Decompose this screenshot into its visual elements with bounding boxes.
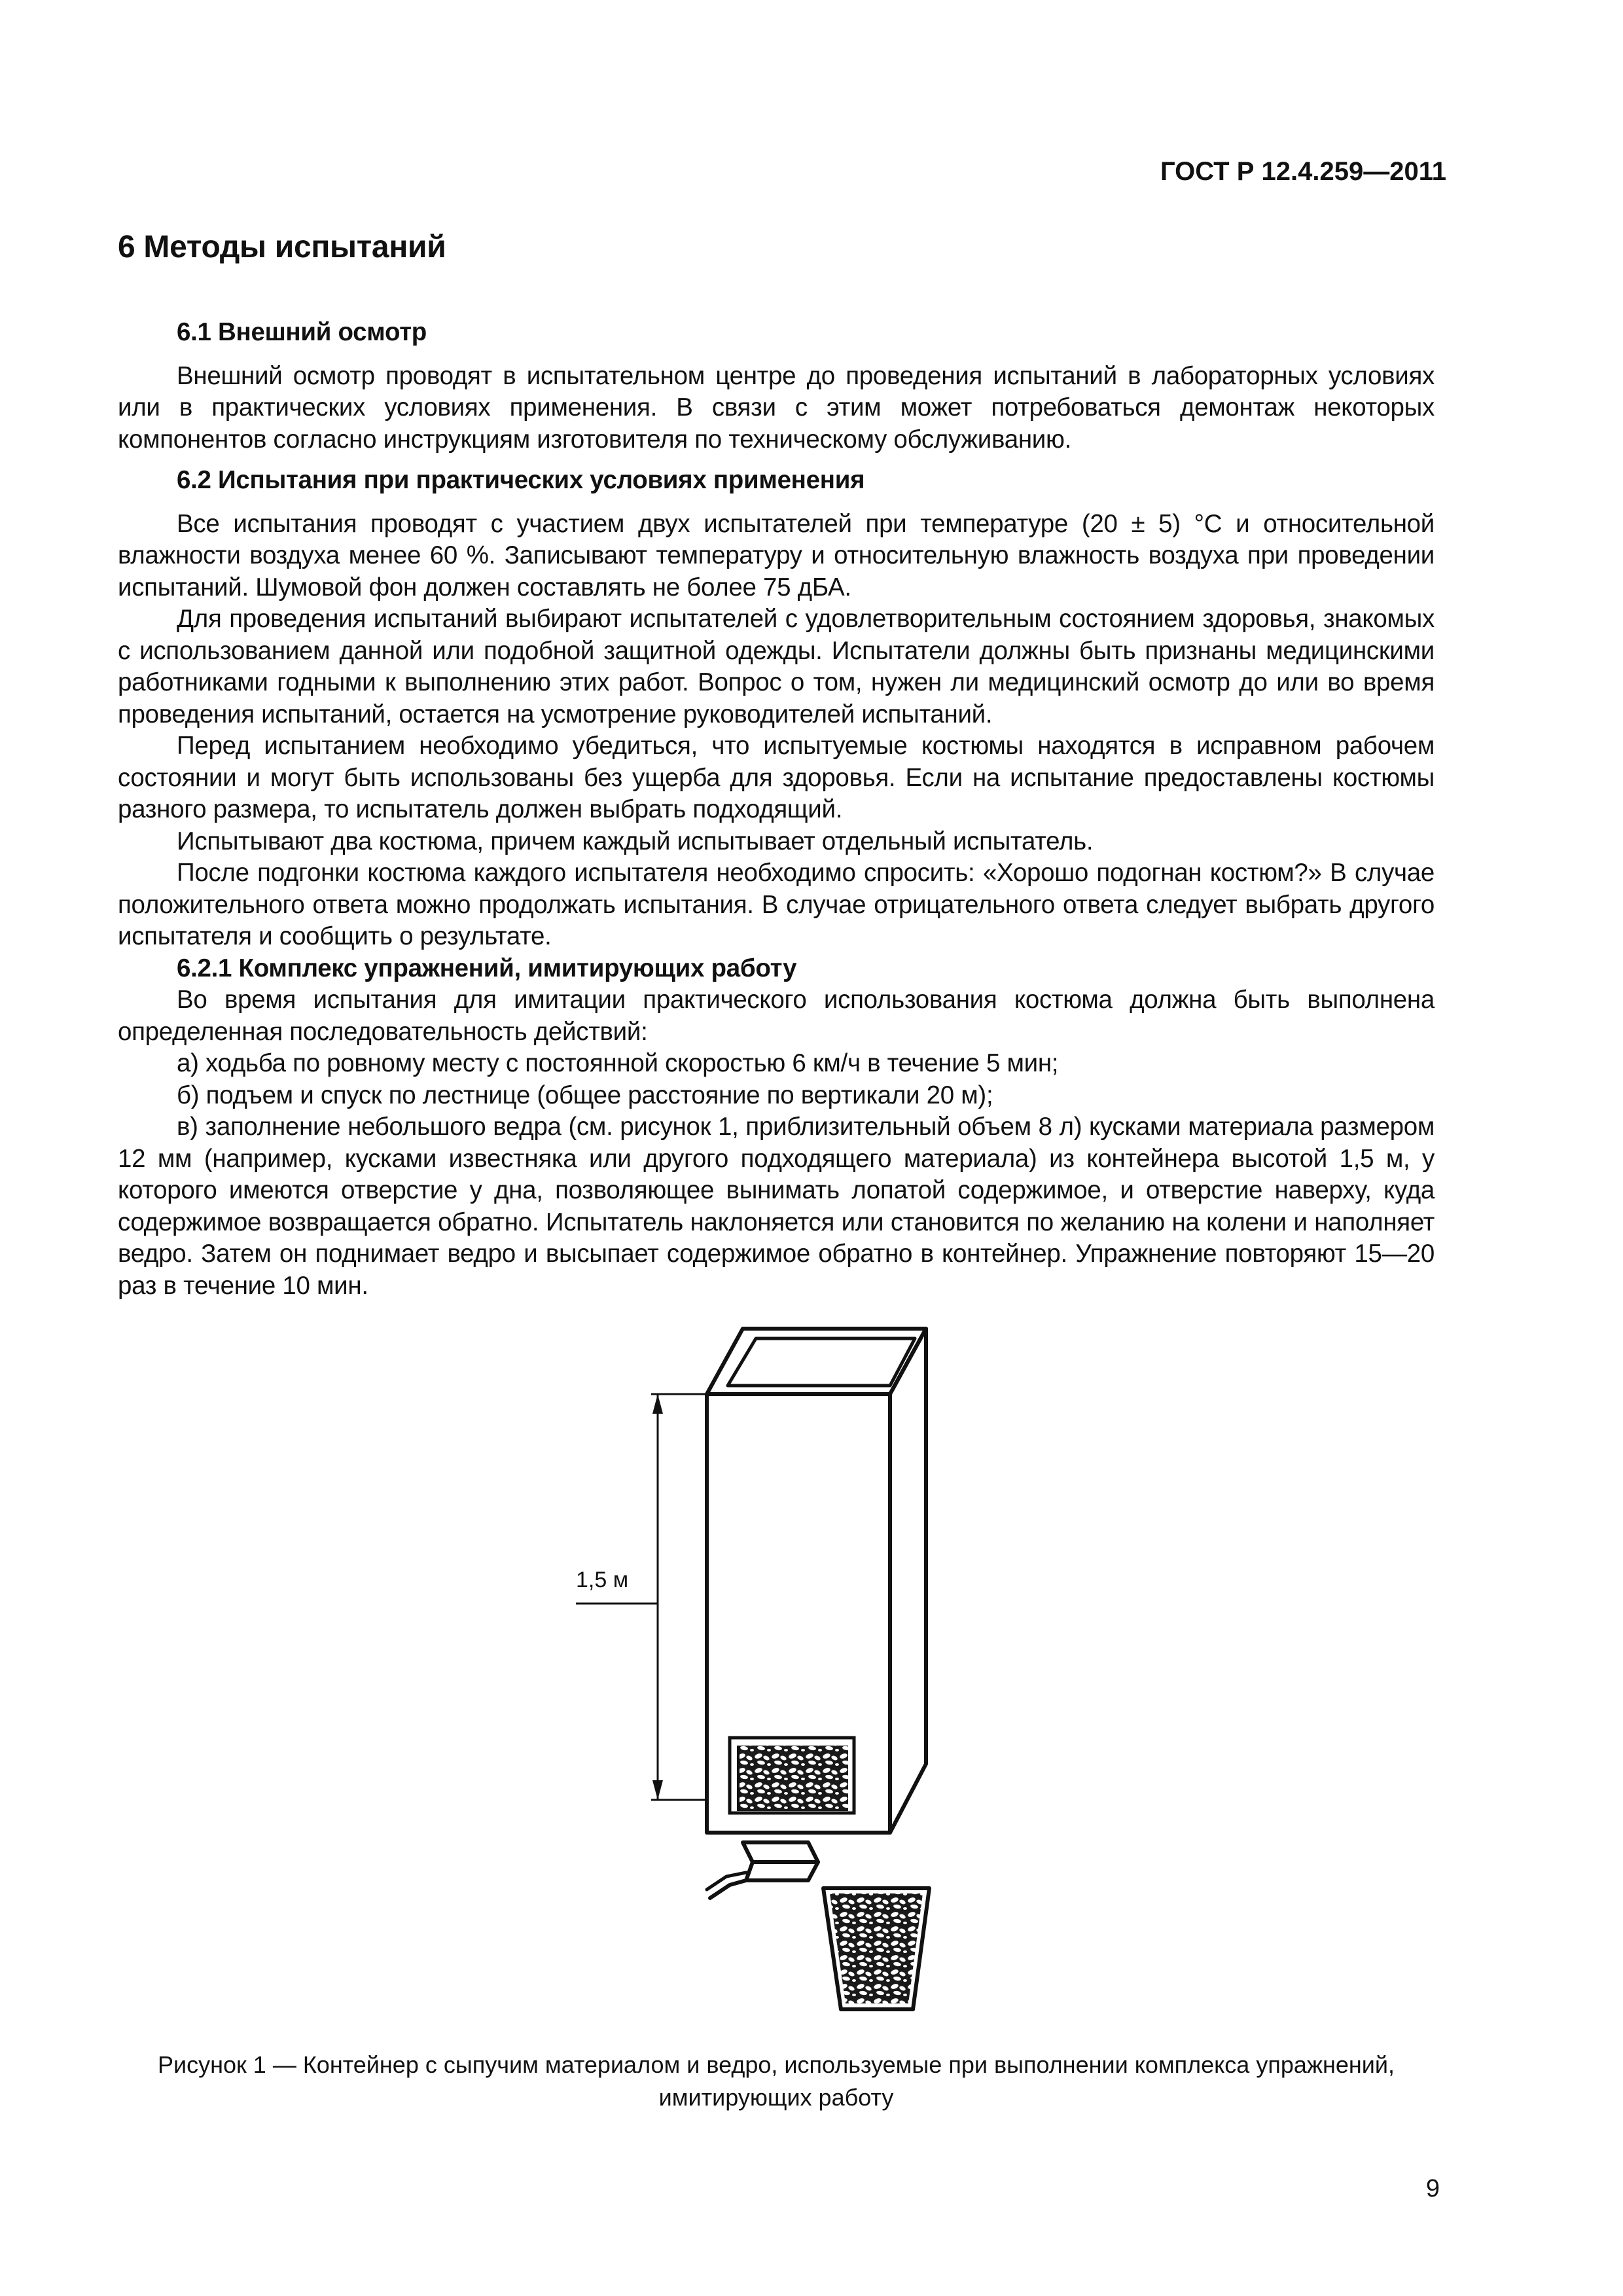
heading-6-2-1: 6.2.1 Комплекс упражнений, имитирующих работу (177, 954, 797, 982)
paragraph-6-2-5: После подгонки костюма каждого испытателя необходимо спросить: «Хорошо подогнан костюм?» В случае положительного ответа можно продолжать испытания. В случае отрицательного ответа следует выбрать другого испытателя и сообщить о результате. (118, 859, 1435, 950)
figure-caption-line-1: Рисунок 1 — Контейнер с сыпучим материалом и ведро, используемые при выполнении комплекса упражнений, (158, 2051, 1395, 2078)
heading-6-1: 6.1 Внешний осмотр (177, 318, 427, 346)
figure-caption (118, 2049, 1435, 2114)
paragraph-6-2-2: Для проведения испытаний выбирают испытателей с удовлетворительным состоянием здоровья, знакомых с использованием данной или подобной защитной одежды. Испытатели должны быть признаны медицинскими работниками годными к выполнению этих работ. Вопрос о том, нужен ли медицинский осмотр до или во время проведения испытаний, остается на усмотрение руководителей испытаний. (118, 605, 1435, 728)
list-item-a: а) ходьба по ровному месту с постоянной скоростью 6 км/ч в течение 5 мин; (177, 1049, 1059, 1077)
document-id: ГОСТ Р 12.4.259—2011 (1160, 157, 1446, 186)
main-content (118, 229, 1435, 1302)
paragraph-6-2-3: Перед испытанием необходимо убедиться, что испытуемые костюмы находятся в исправном рабочем состоянии и могут быть использованы без ущерба для здоровья. Если на испытание предоставлены костюмы разного размера, то испытатель должен выбрать подходящий. (118, 732, 1435, 823)
list-item-c: в) заполнение небольшого ведра (см. рисунок 1, приблизительный объем 8 л) кусками материала размером 12 мм (например, кусками известняка или другого подходящего материала) из контейнера высотой 1,5 м, у которого имеются отверстие у дна, позволяющее вынимать лопатой содержимое, и отверстие наверху, куда содержимое возвращается обратно. Испытатель наклоняется или становится по желанию на колени и наполняет ведро. Затем он поднимает ведро и высыпает содержимое обратно в контейнер. Упражнение повторяют 15—20 раз в течение 10 мин. (118, 1113, 1435, 1300)
figure-container-bucket (550, 1306, 1008, 2013)
paragraph-6-2-1-intro: Во время испытания для имитации практического использования костюма должна быть выполнена определенная последовательность действий: (118, 986, 1435, 1046)
paragraph-6-2-4: Испытывают два костюма, причем каждый испытывает отдельный испытатель. (177, 827, 1094, 855)
figure-caption-line-2: имитирующих работу (658, 2084, 894, 2111)
page-number: 9 (1425, 2175, 1440, 2202)
heading-6-2: 6.2 Испытания при практических условиях применения (177, 466, 865, 494)
dimension-label: 1,5 м (576, 1568, 629, 1592)
section-title: 6 Методы испытаний (118, 230, 446, 264)
list-item-b: б) подъем и спуск по лестнице (общее расстояние по вертикали 20 м); (177, 1081, 993, 1109)
paragraph-6-2-1: Все испытания проводят с участием двух испытателей при температуре (20 ± 5) °С и относительной влажности воздуха менее 60 %. Записывают температуру и относительную влажность воздуха при проведении испытаний. Шумовой фон должен составлять не более 75 дБА. (118, 509, 1435, 601)
paragraph-6-1: Внешний осмотр проводят в испытательном центре до проведения испытаний в лабораторных условиях или в практических условиях применения. В связи с этим может потребоваться демонтаж некоторых компонентов согласно инструкциям изготовителя по техническому обслуживанию. (118, 361, 1435, 454)
container-bucket-illustration (550, 1306, 1008, 2013)
